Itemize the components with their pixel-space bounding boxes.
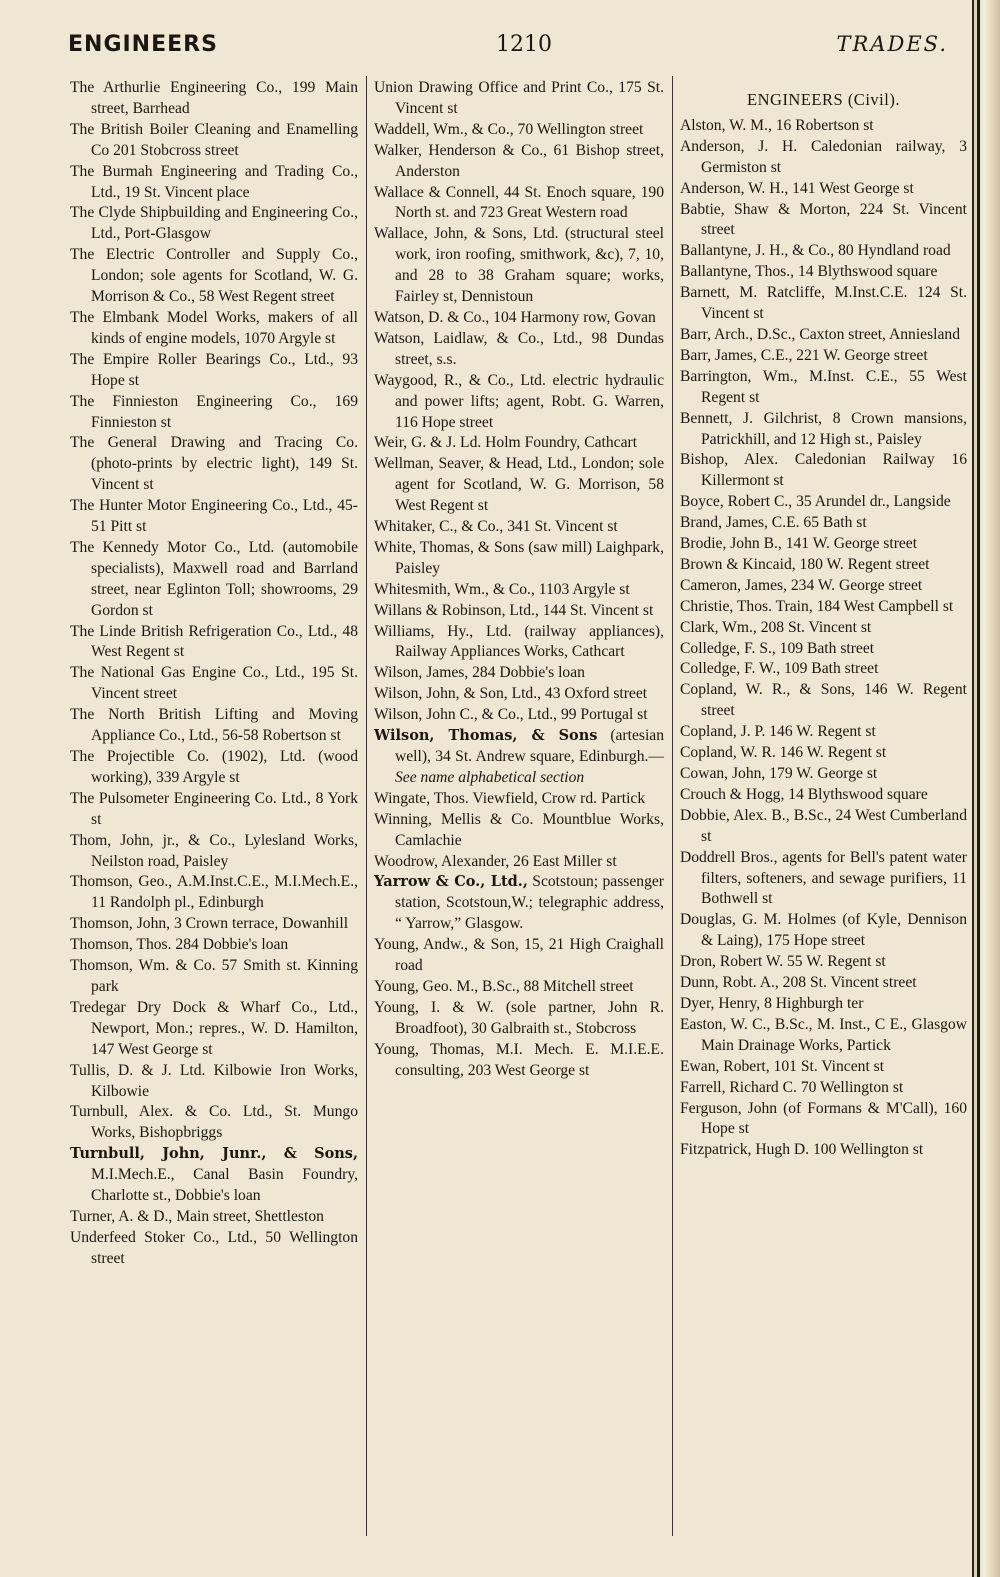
directory-entry [374, 224, 664, 308]
directory-entry [70, 538, 358, 622]
entry-text: Copland, W. R., & Sons, 146 W. Regent street [680, 681, 967, 720]
directory-entry [70, 203, 358, 245]
directory-entry [680, 618, 967, 639]
directory-entry [374, 1040, 664, 1082]
entry-text: Wilson, John C., & Co., Ltd., 99 Portugal st [374, 706, 648, 724]
entry-text: Fitzpatrick, Hugh D. 100 Wellington st [680, 1141, 924, 1159]
directory-entry [680, 492, 967, 513]
directory-entry [374, 517, 664, 538]
directory-entry [680, 994, 967, 1015]
directory-entry [680, 200, 967, 242]
entry-text: Colledge, F. S., 109 Bath street [680, 639, 875, 657]
entry-text: Brand, James, C.E. 65 Bath st [680, 514, 867, 532]
entry-text: Thomson, Thos. 284 Dobbie's loan [70, 936, 289, 954]
entry-text: Dobbie, Alex. B., B.Sc., 24 West Cumberland st [680, 806, 967, 845]
entry-text: Anderson, W. H., 141 West George st [680, 179, 914, 197]
entry-text: Walker, Henderson & Co., 61 Bishop street, Anderston [374, 141, 664, 180]
directory-entry [680, 555, 967, 576]
directory-entry [70, 1102, 358, 1144]
directory-entry [680, 764, 967, 785]
entry-text: Colledge, F. W., 109 Bath street [680, 660, 879, 678]
entry-text: Wingate, Thos. Viewfield, Crow rd. Partick [374, 789, 646, 807]
directory-entry [680, 367, 967, 409]
entry-text: Christie, Thos. Train, 184 West Campbell st [680, 597, 954, 615]
entry-name: Turnbull, John, Junr., & Sons, [70, 1145, 358, 1163]
entry-text: Barr, James, C.E., 221 W. George street [680, 346, 928, 364]
directory-entry [374, 852, 664, 873]
entry-text: Williams, Hy., Ltd. (railway appliances), Railway Appliances Works, Cathcart [374, 622, 664, 661]
section-heading: ENGINEERS (Civil). [747, 90, 900, 109]
directory-entry [374, 580, 664, 601]
entry-text: Tullis, D. & J. Ltd. Kilbowie Iron Works, Kilbowie [70, 1061, 358, 1100]
directory-entry [70, 914, 358, 935]
directory-entry [70, 956, 358, 998]
directory-entry [70, 1228, 358, 1270]
entry-text: Turner, A. & D., Main street, Shettleston [70, 1207, 324, 1225]
entry-text: Crouch & Hogg, 14 Blythswood square [680, 785, 928, 803]
entry-text: Douglas, G. M. Holmes (of Kyle, Dennison & Laing), 175 Hope street [680, 911, 967, 950]
directory-entry [70, 78, 358, 120]
entry-text: The Arthurlie Engineering Co., 199 Main street, Barrhead [70, 79, 358, 117]
entry-text: Young, Thomas, M.I. Mech. E. M.I.E.E. consulting, 203 West George st [374, 1040, 664, 1079]
entry-text: Anderson, J. H. Caledonian railway, 3 Germiston st [680, 137, 967, 176]
page-number: 1210 [496, 32, 552, 57]
entry-text: The Kennedy Motor Co., Ltd. (automobile specialists), Maxwell road and Barrland street, near Eglinton Toll; showrooms, 29 Gordon st [70, 538, 358, 619]
entry-text: The Empire Roller Bearings Co., Ltd., 93 Hope st [70, 350, 358, 389]
directory-entry [374, 329, 664, 371]
directory-entry [680, 116, 967, 137]
entry-text: Ballantyne, J. H., & Co., 80 Hyndland road [680, 242, 951, 260]
spine-edge [977, 0, 980, 1577]
directory-entry [680, 806, 967, 848]
entry-text: Ewan, Robert, 101 St. Vincent st [680, 1057, 885, 1075]
entry-text: Young, Andw., & Son, 15, 21 High Craighall road [374, 936, 664, 975]
directory-entry [70, 308, 358, 350]
directory-entry [680, 785, 967, 806]
column-divider [672, 76, 673, 1536]
entry-text: (artesian well), 34 St. Andrew square, Edinburgh.— [395, 727, 664, 765]
directory-entry [374, 371, 664, 434]
directory-entry [374, 705, 664, 726]
entry-text: Winning, Mellis & Co. Mountblue Works, Camlachie [374, 810, 664, 849]
entry-text: Cowan, John, 179 W. George st [680, 765, 878, 782]
civil-engineers-list [680, 116, 967, 1161]
directory-entry [70, 998, 358, 1061]
directory-entry [680, 1057, 967, 1078]
entry-text: Turnbull, Alex. & Co. Ltd., St. Mungo Works, Bishopbriggs [70, 1103, 358, 1142]
entry-text: Wallace, John, & Sons, Ltd. (structural steel work, iron roofing, smithwork, &c), 7, 10, and 28 to 38 Graham square; works, Fairley st, Dennistoun [374, 225, 664, 306]
directory-entry [680, 513, 967, 534]
entry-text: Tredegar Dry Dock & Wharf Co., Ltd., Newport, Mon.; repres., W. D. Hamilton, 147 West George st [70, 998, 358, 1058]
directory-entry [70, 120, 358, 162]
directory-entry [374, 141, 664, 183]
directory-entry [680, 848, 967, 911]
directory-entry [680, 597, 967, 618]
entry-name: Yarrow & Co., Ltd., [374, 873, 528, 891]
directory-entry [680, 534, 967, 555]
directory-entry [680, 283, 967, 325]
entry-text: Woodrow, Alexander, 26 East Miller st [374, 852, 617, 870]
entry-text: Wilson, James, 284 Dobbie's loan [374, 664, 585, 682]
header-section-title: ENGINEERS [68, 32, 218, 57]
directory-entry [680, 910, 967, 952]
entry-text: Weir, G. & J. Ld. Holm Foundry, Cathcart [374, 434, 638, 452]
directory-entry [374, 998, 664, 1040]
entries-column-3 [680, 78, 967, 1161]
entry-text: Babtie, Shaw & Morton, 224 St. Vincent street [680, 200, 967, 239]
entry-text: Wilson, John, & Son, Ltd., 43 Oxford street [374, 685, 648, 703]
entry-text: The British Boiler Cleaning and Enamelling Co 201 Stobcross street [70, 120, 358, 159]
directory-entry [374, 789, 664, 810]
entry-text: The Hunter Motor Engineering Co., Ltd., 45-51 Pitt st [70, 497, 358, 536]
directory-entry [680, 137, 967, 179]
directory-entry [70, 705, 358, 747]
entry-text: Brown & Kincaid, 180 W. Regent street [680, 555, 930, 573]
directory-entry [680, 346, 967, 367]
entry-text: Farrell, Richard C. 70 Wellington st [680, 1078, 904, 1096]
directory-entry [70, 496, 358, 538]
directory-entry [70, 747, 358, 789]
header-category: TRADES. [836, 32, 948, 56]
directory-entry [374, 622, 664, 664]
directory-entry [680, 1099, 967, 1141]
directory-entry [70, 1144, 358, 1207]
entry-text: The General Drawing and Tracing Co. (photo-prints by electric light), 149 St. Vincent st [70, 434, 358, 494]
entry-text: Willans & Robinson, Ltd., 144 St. Vincent st [374, 601, 654, 619]
entry-text: Whitaker, C., & Co., 341 St. Vincent st [374, 518, 618, 536]
entry-text: The Clyde Shipbuilding and Engineering Co., Ltd., Port-Glasgow [70, 204, 358, 243]
directory-entry [70, 1207, 358, 1228]
entry-text: Watson, D. & Co., 104 Harmony row, Govan [374, 308, 656, 326]
entry-text: Doddrell Bros., agents for Bell's patent water filters, softeners, and sewage purifiers, 11 Bothwell st [680, 848, 967, 908]
entry-name: Wilson, Thomas, & Sons [374, 727, 598, 745]
directory-entry [374, 935, 664, 977]
directory-entry [374, 810, 664, 852]
directory-entry [374, 78, 664, 120]
entry-text: Clark, Wm., 208 St. Vincent st [680, 618, 872, 636]
directory-entry [680, 241, 967, 262]
entry-text: Boyce, Robert C., 35 Arundel dr., Langside [680, 493, 951, 511]
entry-text: Union Drawing Office and Print Co., 175 St. Vincent st [374, 79, 664, 117]
entry-text: The Burmah Engineering and Trading Co., Ltd., 19 St. Vincent place [70, 162, 358, 201]
entry-text: Easton, W. C., B.Sc., M. Inst., C E., Glasgow Main Drainage Works, Partick [680, 1015, 967, 1054]
directory-entry [374, 663, 664, 684]
directory-entry [70, 622, 358, 664]
directory-entry [680, 1015, 967, 1057]
entry-text: The Projectible Co. (1902), Ltd. (wood working), 339 Argyle st [70, 748, 358, 786]
entry-text: The Linde British Refrigeration Co., Ltd., 48 West Regent st [70, 622, 358, 661]
directory-entry [374, 308, 664, 329]
directory-entry [70, 831, 358, 873]
entry-text: The National Gas Engine Co., Ltd., 195 St. Vincent street [70, 664, 358, 703]
directory-entry [680, 325, 967, 346]
entry-text: Watson, Laidlaw, & Co., Ltd., 98 Dundas street, s.s. [374, 329, 664, 368]
entry-text: Whitesmith, Wm., & Co., 1103 Argyle st [374, 580, 630, 598]
directory-entry [374, 120, 664, 141]
entry-text: Brodie, John B., 141 W. George street [680, 535, 918, 553]
entry-text: Thomson, Wm. & Co. 57 Smith st. Kinning park [70, 957, 358, 995]
entry-text: Dron, Robert W. 55 W. Regent st [680, 953, 886, 971]
entry-text: The North British Lifting and Moving Appliance Co., Ltd., 56-58 Robertson st [70, 706, 358, 745]
entry-text: Bennett, J. Gilchrist, 8 Crown mansions, Patrickhill, and 12 High st., Paisley [680, 409, 967, 448]
entry-text: Barnett, M. Ratcliffe, M.Inst.C.E. 124 St. Vincent st [680, 284, 967, 323]
entry-text: M.I.Mech.E., Canal Basin Foundry, Charlotte st., Dobbie's loan [91, 1166, 358, 1205]
directory-entry [70, 663, 358, 705]
entry-text: The Finnieston Engineering Co., 169 Finnieston st [70, 392, 358, 431]
directory-entry [374, 454, 664, 517]
entry-text: Dunn, Robt. A., 208 St. Vincent street [680, 974, 917, 992]
entry-text: Alston, W. M., 16 Robertson st [680, 116, 874, 134]
entry-text: Scotstoun; passenger station, Scotstoun,W.; telegraphic address, “ Yarrow,” Glasgow. [395, 873, 664, 933]
directory-entry [680, 680, 967, 722]
directory-entry [70, 789, 358, 831]
directory-entry [680, 409, 967, 451]
entry-text: Thom, John, jr., & Co., Lylesland Works, Neilston road, Paisley [70, 831, 358, 870]
entry-text: Ballantyne, Thos., 14 Blythswood square [680, 263, 938, 281]
column-divider [366, 76, 367, 1536]
entry-text: Waddell, Wm., & Co., 70 Wellington street [374, 120, 644, 138]
entry-text: Barrington, Wm., M.Inst. C.E., 55 West Regent st [680, 367, 967, 406]
entry-text: Bishop, Alex. Caledonian Railway 16 Killermont st [680, 451, 967, 490]
directory-entry [70, 872, 358, 914]
entry-text: The Electric Controller and Supply Co., London; sole agents for Scotland, W. G. Morrison & Co., 58 West Regent street [70, 246, 358, 306]
directory-entry [374, 872, 664, 935]
entry-text: Wallace & Connell, 44 St. Enoch square, 190 North st. and 723 Great Western road [374, 183, 664, 222]
entry-text: Thomson, John, 3 Crown terrace, Dowanhill [70, 915, 349, 933]
directory-entry [70, 392, 358, 434]
directory-entry [680, 450, 967, 492]
entry-text: Underfeed Stoker Co., Ltd., 50 Wellington street [70, 1228, 358, 1267]
entry-text: The Elmbank Model Works, makers of all kinds of engine models, 1070 Argyle st [70, 308, 358, 347]
directory-entry [70, 162, 358, 204]
entry-text: The Pulsometer Engineering Co. Ltd., 8 York st [70, 789, 358, 828]
directory-entry [374, 726, 664, 789]
entry-text: Copland, W. R. 146 W. Regent st [680, 744, 887, 762]
directory-entry [680, 1140, 967, 1161]
directory-entry [680, 576, 967, 597]
directory-entry [374, 433, 664, 454]
directory-entry [680, 179, 967, 200]
directory-entry [70, 350, 358, 392]
directory-entry [680, 659, 967, 680]
directory-entry [680, 973, 967, 994]
directory-entry [374, 601, 664, 622]
entry-text: Copland, J. P. 146 W. Regent st [680, 723, 876, 741]
directory-entry [70, 935, 358, 956]
directory-entry [680, 743, 967, 764]
entry-text: Thomson, Geo., A.M.Inst.C.E., M.I.Mech.E., 11 Randolph pl., Edinburgh [70, 873, 358, 912]
directory-entry [680, 952, 967, 973]
directory-entry [374, 538, 664, 580]
entry-text: White, Thomas, & Sons (saw mill) Laighpark, Paisley [374, 538, 664, 577]
entry-text: Barr, Arch., D.Sc., Caxton street, Anniesland [680, 325, 961, 343]
directory-entry [374, 684, 664, 705]
directory-entry [680, 1078, 967, 1099]
directory-entry [680, 722, 967, 743]
entry-text: Dyer, Henry, 8 Highburgh ter [680, 994, 864, 1012]
directory-entry [680, 639, 967, 660]
entry-reference: See name alphabetical section [395, 768, 585, 786]
entry-text: Ferguson, John (of Formans & M'Call), 160 Hope st [680, 1099, 967, 1138]
directory-entry [70, 245, 358, 308]
entry-text: Young, I. & W. (sole partner, John R. Broadfoot), 30 Galbraith st., Stobcross [374, 998, 664, 1037]
directory-entry [374, 183, 664, 225]
directory-entry [70, 1061, 358, 1103]
directory-entry [374, 977, 664, 998]
entry-text: Cameron, James, 234 W. George street [680, 576, 923, 594]
entries-column-2 [374, 78, 664, 1082]
directory-entry [680, 262, 967, 283]
entries-column-1 [70, 78, 358, 1270]
entry-text: Wellman, Seaver, & Head, Ltd., London; sole agent for Scotland, W. G. Morrison, 58 West Regent st [374, 455, 664, 515]
entry-text: Young, Geo. M., B.Sc., 88 Mitchell street [374, 977, 634, 995]
entry-text: Waygood, R., & Co., Ltd. electric hydraulic and power lifts; agent, Robt. G. Warren, 116 Hope street [374, 371, 664, 431]
directory-entry [70, 433, 358, 496]
page-header [68, 32, 968, 68]
